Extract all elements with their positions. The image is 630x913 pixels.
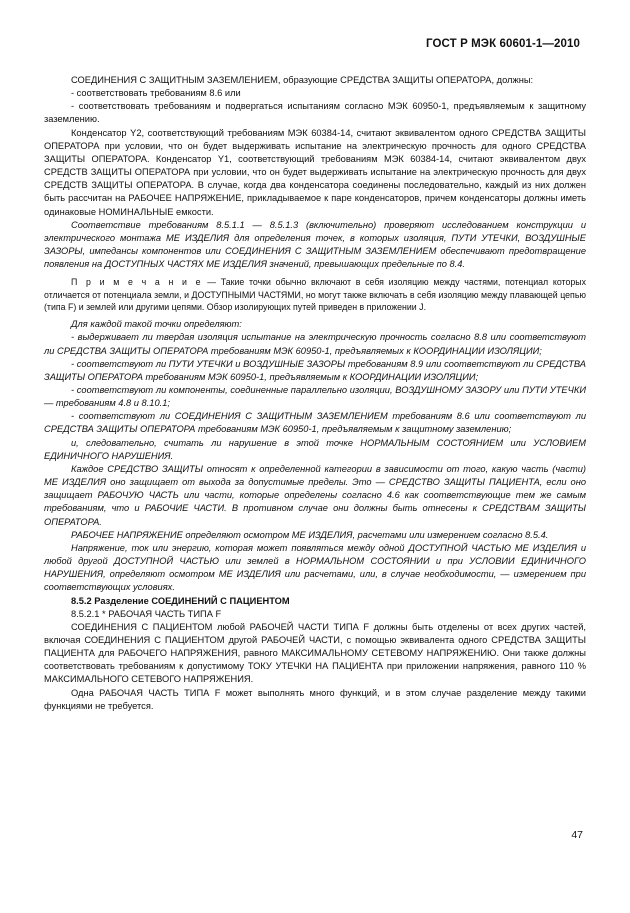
check-paragraph: Каждое СРЕДСТВО ЗАЩИТЫ относят к определенной категории в зависимости от того, какую часть (части) МЕ ИЗДЕЛИЯ оно защищает от выхода за допустимые пределы. Это — СРЕДСТВО ЗАЩИТЫ ПАЦИЕНТА, если оно защищает РАБОЧУЮ ЧАСТЬ или части, которые определены согласно 4.6 как соответствующие тем же самым требованиям, что и РАБОЧИЕ ЧАСТИ. В противном случае они должны быть отнесены к СРЕДСТВАМ ЗАЩИТЫ ОПЕРАТОРА. [44, 463, 586, 527]
body-paragraph: СОЕДИНЕНИЯ С ПАЦИЕНТОМ любой РАБОЧЕЙ ЧАСТИ ТИПА F должны быть отделены от всех других частей, включая СОЕДИНЕНИЯ С ПАЦИЕНТОМ другой РАБОЧЕЙ ЧАСТИ, с помощью эквивалента одного СРЕДСТВА ЗАЩИТЫ ПАЦИЕНТА для РАБОЧЕГО НАПРЯЖЕНИЯ, равного МАКСИМАЛЬНОМУ СЕТЕВОМУ НАПРЯЖЕНИЮ. Они также должны соответствовать требованиям к допустимому ТОКУ УТЕЧКИ НА ПАЦИЕНТА при приложении напряжения, равного 110 % МАКСИМАЛЬНОГО СЕТЕВОГО НАПРЯЖЕНИЯ. [44, 621, 586, 685]
list-item: - соответствовать требованиям и подвергаться испытаниям согласно МЭК 60950-1, предъявляемым к защитному заземлению. [44, 101, 586, 125]
check-item: - соответствуют ли СОЕДИНЕНИЯ С ЗАЩИТНЫМ ЗАЗЕМЛЕНИЕМ требованиям 8.6 или соответствуют ли СРЕДСТВА ЗАЩИТЫ ОПЕРАТОРА требованиям МЭК 60950-1, предъявляемым к защитному заземлению; [44, 411, 586, 435]
check-paragraph: РАБОЧЕЕ НАПРЯЖЕНИЕ определяют осмотром МЕ ИЗДЕЛИЯ, расчетами или измерением согласно 8.5.4. [71, 529, 549, 540]
page-body [44, 74, 586, 713]
section-heading: 8.5.2 Разделение СОЕДИНЕНИЙ С ПАЦИЕНТОМ [71, 595, 290, 606]
document-header: ГОСТ Р МЭК 60601-1—2010 [426, 38, 580, 50]
check-item: - соответствуют ли компоненты, соединенные параллельно изоляции, ВОЗДУШНОМУ ЗАЗОРУ или ПУТИ УТЕЧКИ — требованиям 4.8 и 8.10.1; [44, 385, 586, 409]
body-paragraph: СОЕДИНЕНИЯ С ЗАЩИТНЫМ ЗАЗЕМЛЕНИЕМ, образующие СРЕДСТВА ЗАЩИТЫ ОПЕРАТОРА, должны: [71, 75, 534, 85]
compliance-paragraph: Соответствие требованиям 8.5.1.1 — 8.5.1.3 (включительно) проверяют исследованием конструкции и электрического монтажа МЕ ИЗДЕЛИЯ для определения точек, в которых изоляция, ПУТИ УТЕЧКИ, ВОЗДУШНЫЕ ЗАЗОРЫ, импедансы компонентов или СОЕДИНЕНИЯ С ЗАЩИТНЫМ ЗАЗЕМЛЕНИЕМ обеспечивают предотвращение появления на ДОСТУПНЫХ ЧАСТЯХ МЕ ИЗДЕЛИЯ значений, превышающих предельные по 8.4. [44, 219, 586, 270]
note [44, 276, 586, 313]
check-item: - соответствуют ли ПУТИ УТЕЧКИ и ВОЗДУШНЫЕ ЗАЗОРЫ требованиям 8.9 или соответствуют ли СРЕДСТВА ЗАЩИТЫ ОПЕРАТОРА требованиям МЭК 60950-1, предъявляемым к КООРДИНАЦИИ ИЗОЛЯЦИИ; [44, 358, 586, 382]
note-text: — Такие точки обычно включают в себя изоляцию между частями, потенциал которых отличается от потенциала земли, и ДОСТУПНЫМИ ЧАСТЯМИ, но могут также включать в себя изоляцию между плавающей цепью (типа F) и землей или другими цепями. Обзор изолирующих путей приведен в приложении J. [44, 277, 586, 312]
list-item: - соответствовать требованиям 8.6 или [71, 88, 241, 99]
check-paragraph: Напряжение, ток или энергию, которая может появляться между одной ДОСТУПНОЙ ЧАСТЬЮ МЕ ИЗДЕЛИЯ и любой другой ДОСТУПНОЙ ЧАСТЬЮ или землей в НОРМАЛЬНОМ СОСТОЯНИИ и при УСЛОВИИ ЕДИНИЧНОГО НАРУШЕНИЯ, определяют осмотром МЕ ИЗДЕЛИЯ или расчетами, или, в случае необходимости, — измерением при соответствующих условиях. [44, 542, 586, 593]
body-paragraph: Одна РАБОЧАЯ ЧАСТЬ ТИПА F может выполнять много функций, и в этом случае разделение между такими функциями не требуется. [44, 687, 586, 711]
body-paragraph: Конденсатор Y2, соответствующий требованиям МЭК 60384-14, считают эквивалентом одного СРЕДСТВА ЗАЩИТЫ ОПЕРАТОРА при условии, что он будет выдерживать испытание на электрическую прочность для одного СРЕДСТВА ЗАЩИТЫ ОПЕРАТОРА. Конденсатор Y1, соответствующий требованиям МЭК 60384-14, считают эквивалентом двух СРЕДСТВ ЗАЩИТЫ ОПЕРАТОРА при условии, что он будет выдерживать испытание на электрическую прочность для двух СРЕДСТВ ЗАЩИТЫ ОПЕРАТОРА. В случае, когда два конденсатора соединены последовательно, каждый из них должен быть рассчитан на РАБОЧЕЕ НАПРЯЖЕНИЕ, прикладываемое к паре конденсаторов, причем конденсаторы должны иметь одинаковые НОМИНАЛЬНЫЕ емкости. [44, 127, 586, 217]
check-item: - выдерживает ли твердая изоляция испытание на электрическую прочность согласно 8.8 или соответствуют ли СРЕДСТВА ЗАЩИТЫ ОПЕРАТОРА требованиям МЭК 60950-1, предъявляемых к КООРДИНАЦИИ ИЗОЛЯЦИИ; [44, 332, 586, 356]
check-paragraph: и, следовательно, считать ли нарушение в этой точке НОРМАЛЬНЫМ СОСТОЯНИЕМ или УСЛОВИЕМ ЕДИНИЧНОГО НАРУШЕНИЯ. [44, 437, 586, 461]
subsection-heading: 8.5.2.1 * РАБОЧАЯ ЧАСТЬ ТИПА F [71, 608, 222, 619]
page-number: 47 [571, 829, 583, 841]
check-paragraph: Для каждой такой точки определяют: [71, 319, 242, 330]
note-label: П р и м е ч а н и е [71, 277, 203, 288]
